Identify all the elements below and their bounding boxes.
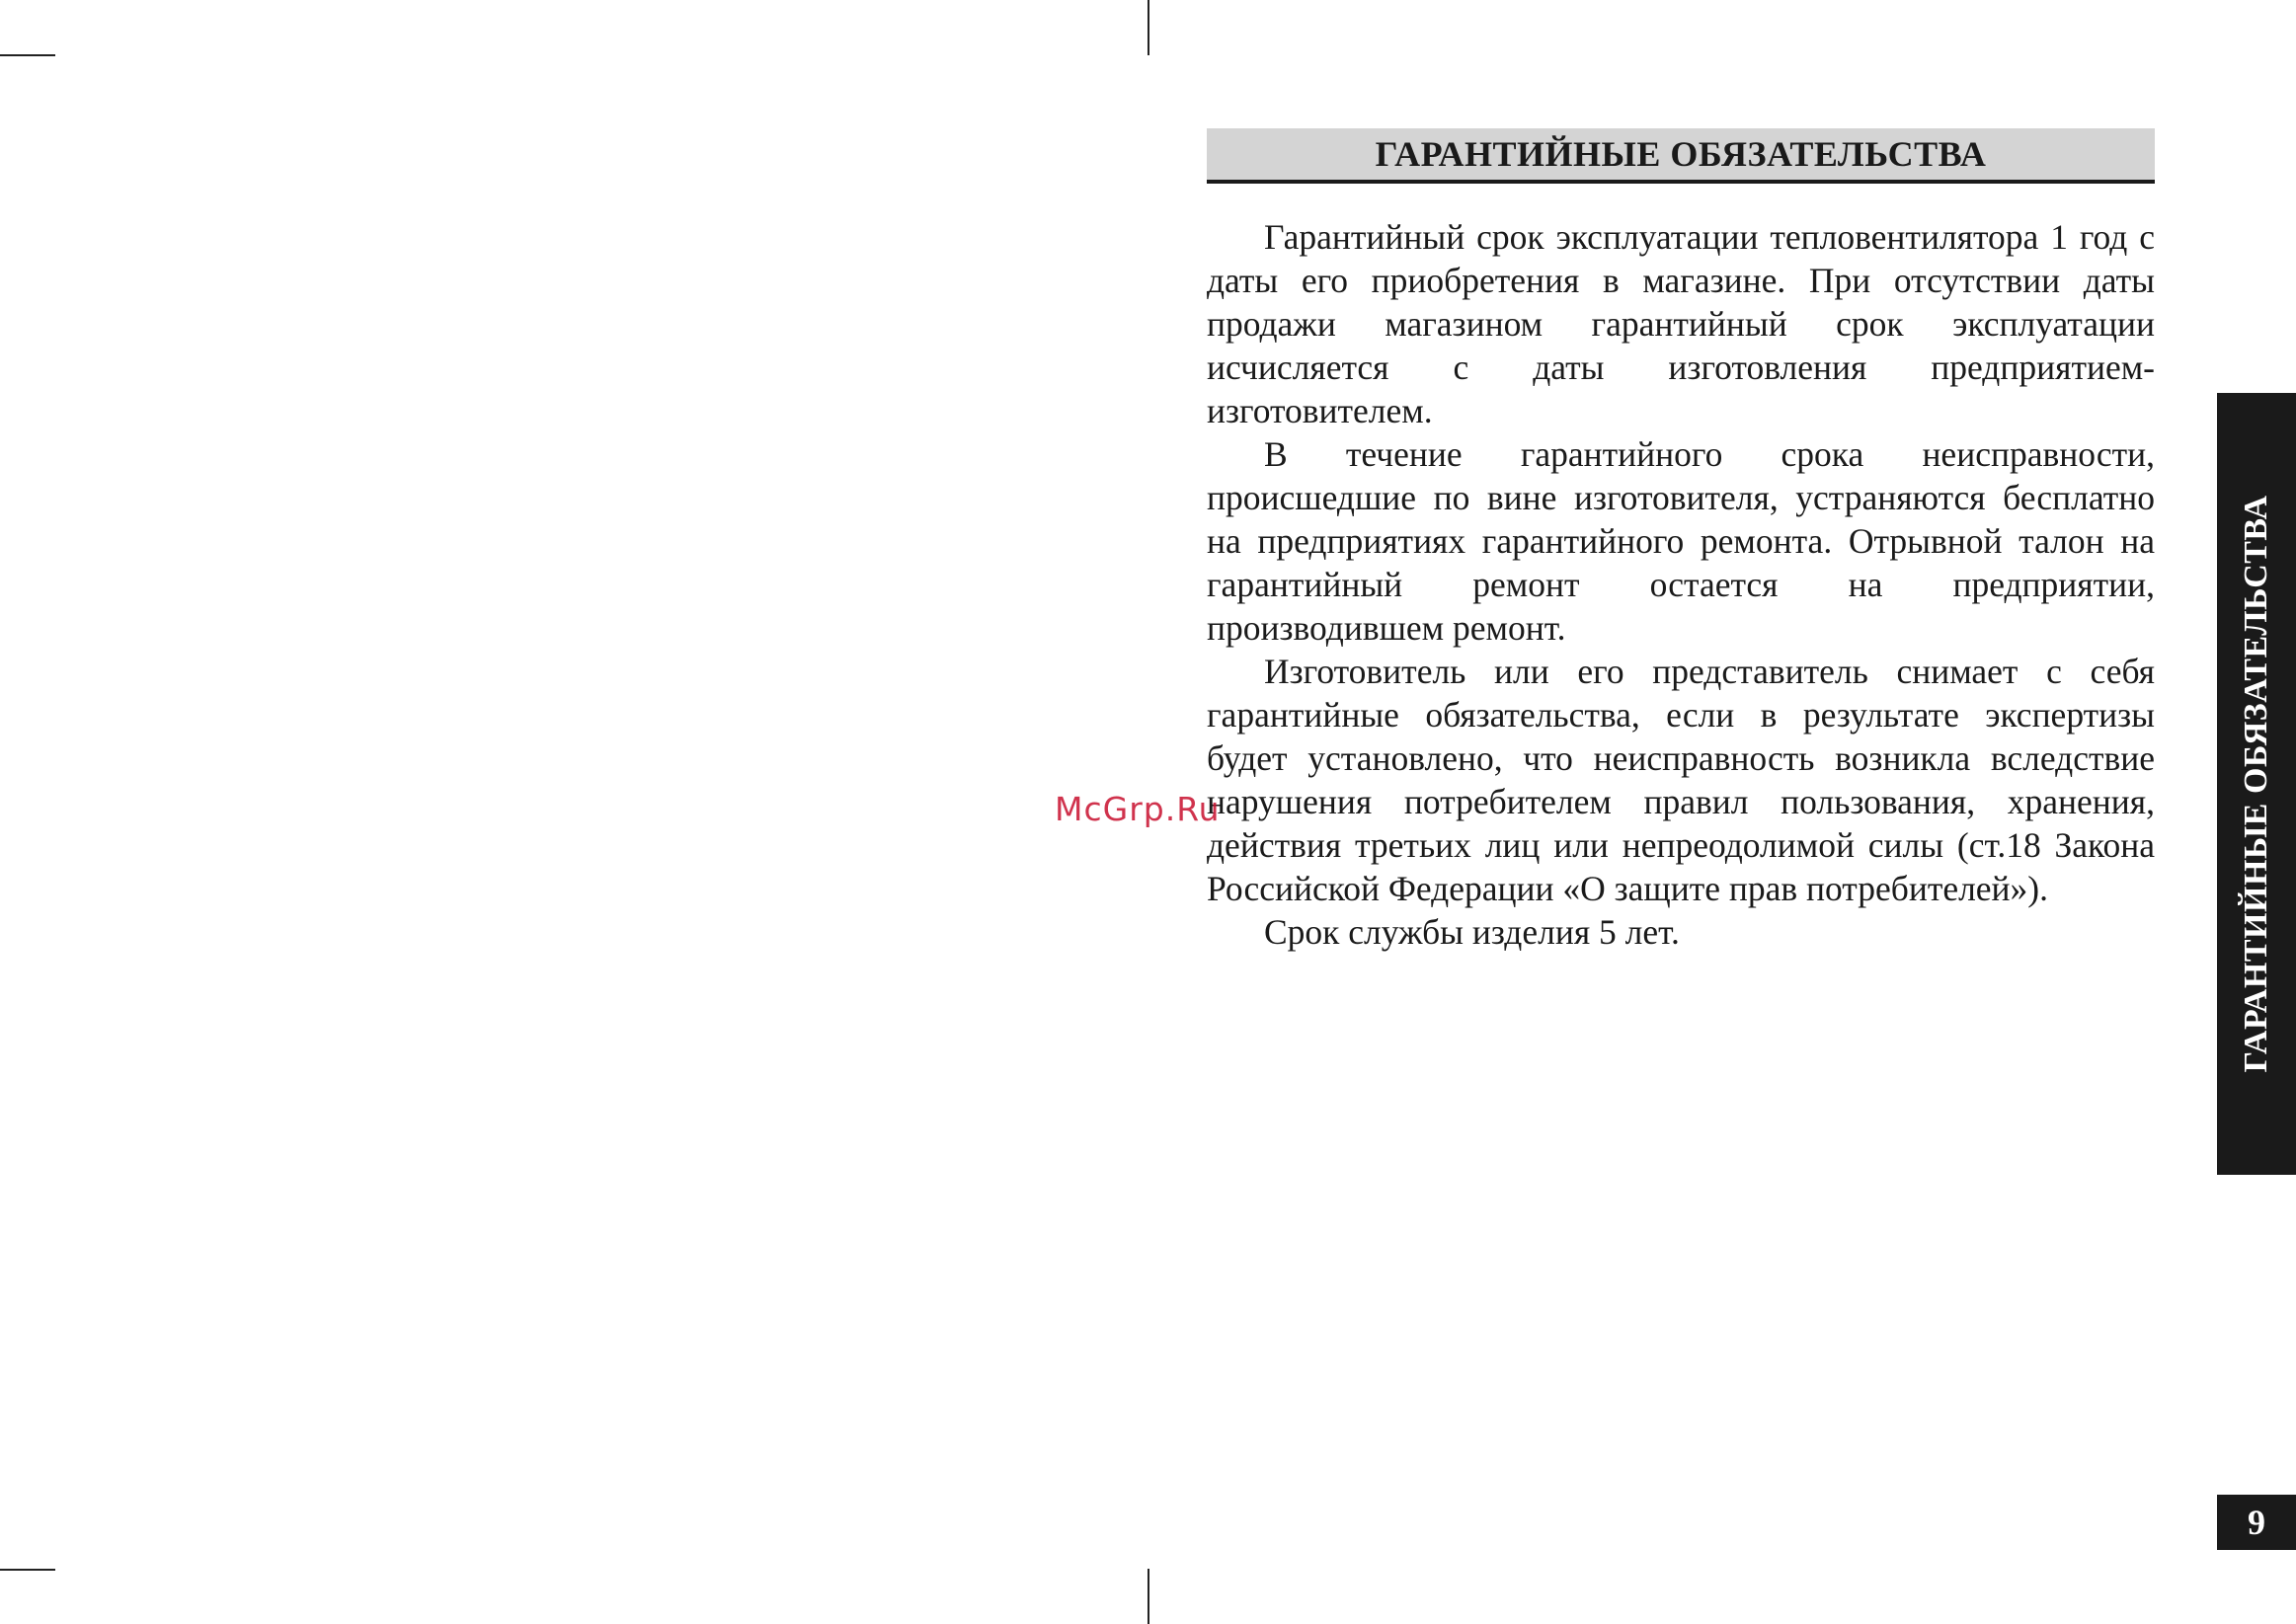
warranty-text <box>1207 215 2155 954</box>
paragraph-service-life: Срок службы изделия 5 лет. <box>1264 912 1680 952</box>
paragraph-free-repair: В течение гарантийного срока неисправности, происшедшие по вине изготовителя, устраняются бесплатно на предприятиях гарантийного ремонта. Отрывной талон на гарантийный ремонт остается на предприятии, производившем ремонт. <box>1207 434 2155 648</box>
section-heading: ГАРАНТИЙНЫЕ ОБЯЗАТЕЛЬСТВА <box>1207 128 2155 184</box>
crop-mark-top-center <box>1148 0 1149 55</box>
paragraph-warranty-period: Гарантийный срок эксплуатации тепловентилятора 1 год с даты его приобретения в магазине. При отсутствии даты продажи магазином гарантийный срок эксплуатации исчисляется с даты изготовления предприятием-изготовителем. <box>1207 217 2155 430</box>
page-number: 9 <box>2217 1495 2296 1550</box>
crop-mark-top-left <box>0 54 55 56</box>
side-tab <box>2217 393 2296 1175</box>
watermark: McGrp.Ru <box>1055 790 1221 828</box>
side-tab-label: ГАРАНТИЙНЫЕ ОБЯЗАТЕЛЬСТВА <box>2238 495 2274 1073</box>
crop-mark-bottom-center <box>1148 1569 1149 1624</box>
paragraph-warranty-exclusions: Изготовитель или его представитель снимает с себя гарантийные обязательства, если в результате экспертизы будет установлено, что неисправность возникла вследствие нарушения потребителем правил пользования, хранения, действия третьих лиц или непреодолимой силы (ст.18 Закона Российской Федерации «О защите прав потребителей»). <box>1207 652 2155 908</box>
crop-mark-bottom-left <box>0 1569 55 1571</box>
